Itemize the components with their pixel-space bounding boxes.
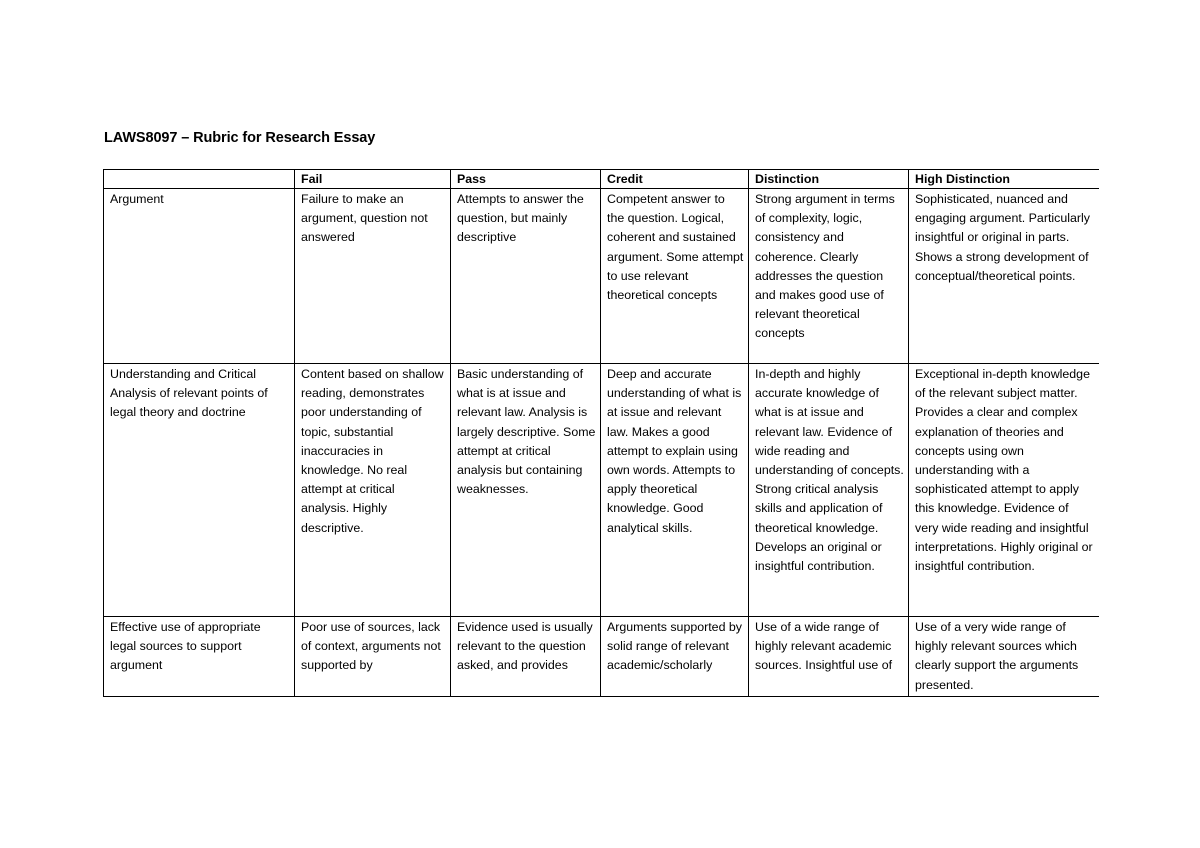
cell-pass: Basic understanding of what is at issue and relevant law. Analysis is largely descriptive. Some attempt at critical analysis but containing weaknesses. xyxy=(451,364,601,617)
cell-high-distinction: Exceptional in-depth knowledge of the relevant subject matter. Provides a clear and complex explanation of theories and concepts using own understanding with a sophisticated attempt to apply this knowledge. Evidence of very wide reading and insightful interpretations. Highly original or insightful contribution. xyxy=(909,364,1100,617)
cell-distinction: In-depth and highly accurate knowledge of what is at issue and relevant law. Evidence of wide reading and understanding of concepts. Strong critical analysis skills and application of theoretical knowledge. Develops an original or insightful contribution. xyxy=(749,364,909,617)
table-row xyxy=(104,189,1100,364)
criterion-label: Argument xyxy=(104,189,295,364)
cell-fail: Failure to make an argument, question not answered xyxy=(295,189,451,364)
header-cell-criterion xyxy=(104,170,295,189)
cell-distinction: Use of a wide range of highly relevant academic sources. Insightful use of xyxy=(749,617,909,697)
criterion-label: Effective use of appropriate legal sources to support argument xyxy=(104,617,295,697)
cell-high-distinction: Use of a very wide range of highly relevant sources which clearly support the arguments presented. xyxy=(909,617,1100,697)
cell-distinction: Strong argument in terms of complexity, logic, consistency and coherence. Clearly addresses the question and makes good use of relevant theoretical concepts xyxy=(749,189,909,364)
header-cell-fail: Fail xyxy=(295,170,451,189)
table-header-row xyxy=(104,170,1100,189)
header-cell-high-distinction: High Distinction xyxy=(909,170,1100,189)
cell-pass: Evidence used is usually relevant to the question asked, and provides xyxy=(451,617,601,697)
cell-credit: Arguments supported by solid range of relevant academic/scholarly xyxy=(601,617,749,697)
header-cell-distinction: Distinction xyxy=(749,170,909,189)
header-cell-credit: Credit xyxy=(601,170,749,189)
rubric-table-container xyxy=(103,169,1099,709)
document-title: LAWS8097 – Rubric for Research Essay xyxy=(104,130,376,146)
cell-fail: Poor use of sources, lack of context, arguments not supported by xyxy=(295,617,451,697)
cell-pass: Attempts to answer the question, but mainly descriptive xyxy=(451,189,601,364)
cell-high-distinction: Sophisticated, nuanced and engaging argument. Particularly insightful or original in parts. Shows a strong development of conceptual/theoretical points. xyxy=(909,189,1100,364)
cell-credit: Competent answer to the question. Logical, coherent and sustained argument. Some attempt to use relevant theoretical concepts xyxy=(601,189,749,364)
header-cell-pass: Pass xyxy=(451,170,601,189)
table-row xyxy=(104,617,1100,697)
cell-fail: Content based on shallow reading, demonstrates poor understanding of topic, substantial inaccuracies in knowledge. No real attempt at critical analysis. Highly descriptive. xyxy=(295,364,451,617)
table-row xyxy=(104,364,1100,617)
cell-credit: Deep and accurate understanding of what is at issue and relevant law. Makes a good attempt to explain using own words. Attempts to apply theoretical knowledge. Good analytical skills. xyxy=(601,364,749,617)
criterion-label: Understanding and Critical Analysis of relevant points of legal theory and doctrine xyxy=(104,364,295,617)
rubric-table xyxy=(103,169,1099,697)
